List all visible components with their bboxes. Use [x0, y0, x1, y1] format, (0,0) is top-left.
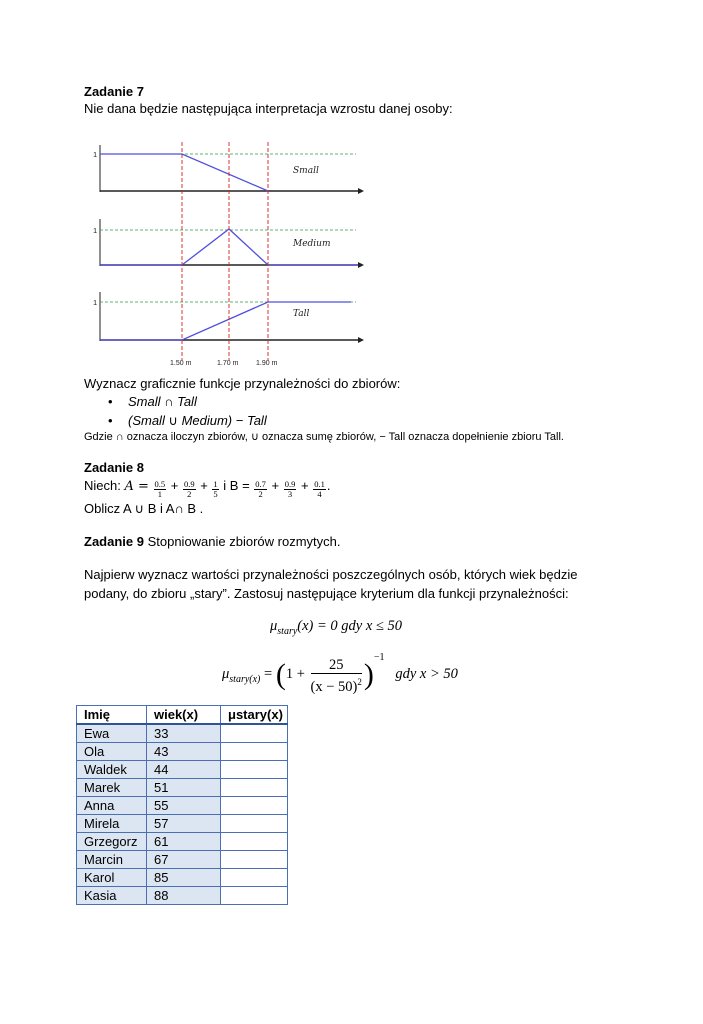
header-imie: Imię: [77, 706, 147, 725]
cell-age: 33: [147, 724, 221, 743]
cell-age: 61: [147, 833, 221, 851]
cell-name: Mirela: [77, 815, 147, 833]
small-membership-line: [100, 154, 268, 191]
table-row: [77, 743, 288, 761]
cell-age: 44: [147, 761, 221, 779]
membership-function-diagram: [88, 140, 378, 372]
cell-name: Marek: [77, 779, 147, 797]
cell-age: 57: [147, 815, 221, 833]
table-header-row: [77, 706, 288, 725]
small-label: Small: [293, 166, 319, 176]
cell-name: Marcin: [77, 851, 147, 869]
medium-x-arrow: [358, 262, 364, 268]
header-wiek: wiek(x): [147, 706, 221, 725]
table-row: [77, 761, 288, 779]
header-mu-stary: μstary(x): [221, 706, 288, 725]
bullet-small-or-medium-minus-tall: • (Small ∪ Medium) − Tall: [84, 411, 267, 430]
task9-heading: Zadanie 9 Stopniowanie zbiorów rozmytych.: [84, 534, 341, 549]
task9-para-line2: podany, do zbioru „stary”. Zastosuj następujące kryterium dla funkcji przynależności:: [84, 586, 569, 601]
a-term-3: $\frac{1}{5}$: [213, 479, 218, 499]
task9-para-line1: Najpierw wyznacz wartości przynależności poszczególnych osób, których wiek będzie: [84, 567, 578, 582]
cell-name: Anna: [77, 797, 147, 815]
age-membership-table: [76, 705, 288, 905]
tall-label: Tall: [293, 309, 310, 319]
task7-note: Gdzie ∩ oznacza iloczyn zbiorów, ∪ oznacza sumę zbiorów, − Tall oznacza dopełnienie zbioru Tall.: [84, 431, 564, 443]
a-term-1: $\frac{0.5}{1}$: [154, 479, 166, 499]
x-label-190: 1.90 m: [256, 360, 278, 367]
cell-name: Ewa: [77, 724, 147, 743]
b-term-3: $\frac{0.1}{4}$: [314, 479, 325, 499]
cell-name: Waldek: [77, 761, 147, 779]
bullet-small-and-tall: • Small ∩ Tall: [84, 392, 267, 411]
tall-membership-line: [100, 302, 351, 340]
task7-heading: Zadanie 7: [84, 84, 144, 99]
cell-mu-empty[interactable]: [221, 869, 288, 887]
task7-intro: Nie dana będzie następująca interpretacja wzrostu danej osoby:: [84, 101, 453, 116]
cell-name: Grzegorz: [77, 833, 147, 851]
cell-mu-empty[interactable]: [221, 797, 288, 815]
cell-age: 67: [147, 851, 221, 869]
cell-name: Ola: [77, 743, 147, 761]
small-x-arrow: [358, 188, 364, 194]
cell-age: 85: [147, 869, 221, 887]
x-label-150: 1.50 m: [170, 360, 192, 367]
cell-mu-empty[interactable]: [221, 833, 288, 851]
cell-mu-empty[interactable]: [221, 724, 288, 743]
b-term-1: $\frac{0.7}{2}$: [255, 479, 266, 499]
task8-definition: Niech: A = $\frac{0.5}{1}$ + $\frac{0.9}{2}$ + $\frac{1}{5}$ i B = $\frac{0.7}{2}$ + $\frac{0.9}{3}$ + $\frac{0.1}{4}$ .: [84, 478, 331, 499]
cell-mu-empty[interactable]: [221, 887, 288, 905]
medium-label: Medium: [293, 239, 331, 249]
task7-bullet-list: [84, 392, 267, 430]
cell-mu-empty[interactable]: [221, 779, 288, 797]
table-row: [77, 833, 288, 851]
formula-mu-zero: $\mu_{stary}(x) = 0$ gdy x ≤ 50: [270, 618, 402, 637]
b-term-2: $\frac{0.9}{3}$: [284, 479, 296, 499]
cell-mu-empty[interactable]: [221, 851, 288, 869]
table-row: [77, 869, 288, 887]
table-row: [77, 887, 288, 905]
cell-name: Kasia: [77, 887, 147, 905]
small-one-label: 1: [93, 150, 98, 159]
table-row: [77, 851, 288, 869]
tall-x-arrow: [358, 337, 364, 343]
task8-oblicz: Oblicz A ∪ B i A∩ B .: [84, 501, 204, 516]
task7-instruction: Wyznacz graficznie funkcje przynależności do zbiorów:: [84, 376, 401, 391]
cell-mu-empty[interactable]: [221, 761, 288, 779]
table-row: [77, 779, 288, 797]
table-row: [77, 815, 288, 833]
a-term-2: $\frac{0.9}{2}$: [183, 479, 195, 499]
table-row: [77, 797, 288, 815]
table-row: [77, 724, 288, 743]
cell-age: 51: [147, 779, 221, 797]
cell-age: 43: [147, 743, 221, 761]
cell-mu-empty[interactable]: [221, 815, 288, 833]
formula-mu-above-50: $\mu_{stary(x)} = (1$ + $\frac{25}{(x - 50)^2}$ )$^{-1}$ gdy x > 50: [222, 652, 458, 695]
cell-name: Karol: [77, 869, 147, 887]
task8-heading: Zadanie 8: [84, 460, 144, 475]
cell-age: 88: [147, 887, 221, 905]
cell-age: 55: [147, 797, 221, 815]
cell-mu-empty[interactable]: [221, 743, 288, 761]
medium-one-label: 1: [93, 226, 98, 235]
x-label-170: 1.70 m: [217, 360, 239, 367]
tall-one-label: 1: [93, 298, 98, 307]
